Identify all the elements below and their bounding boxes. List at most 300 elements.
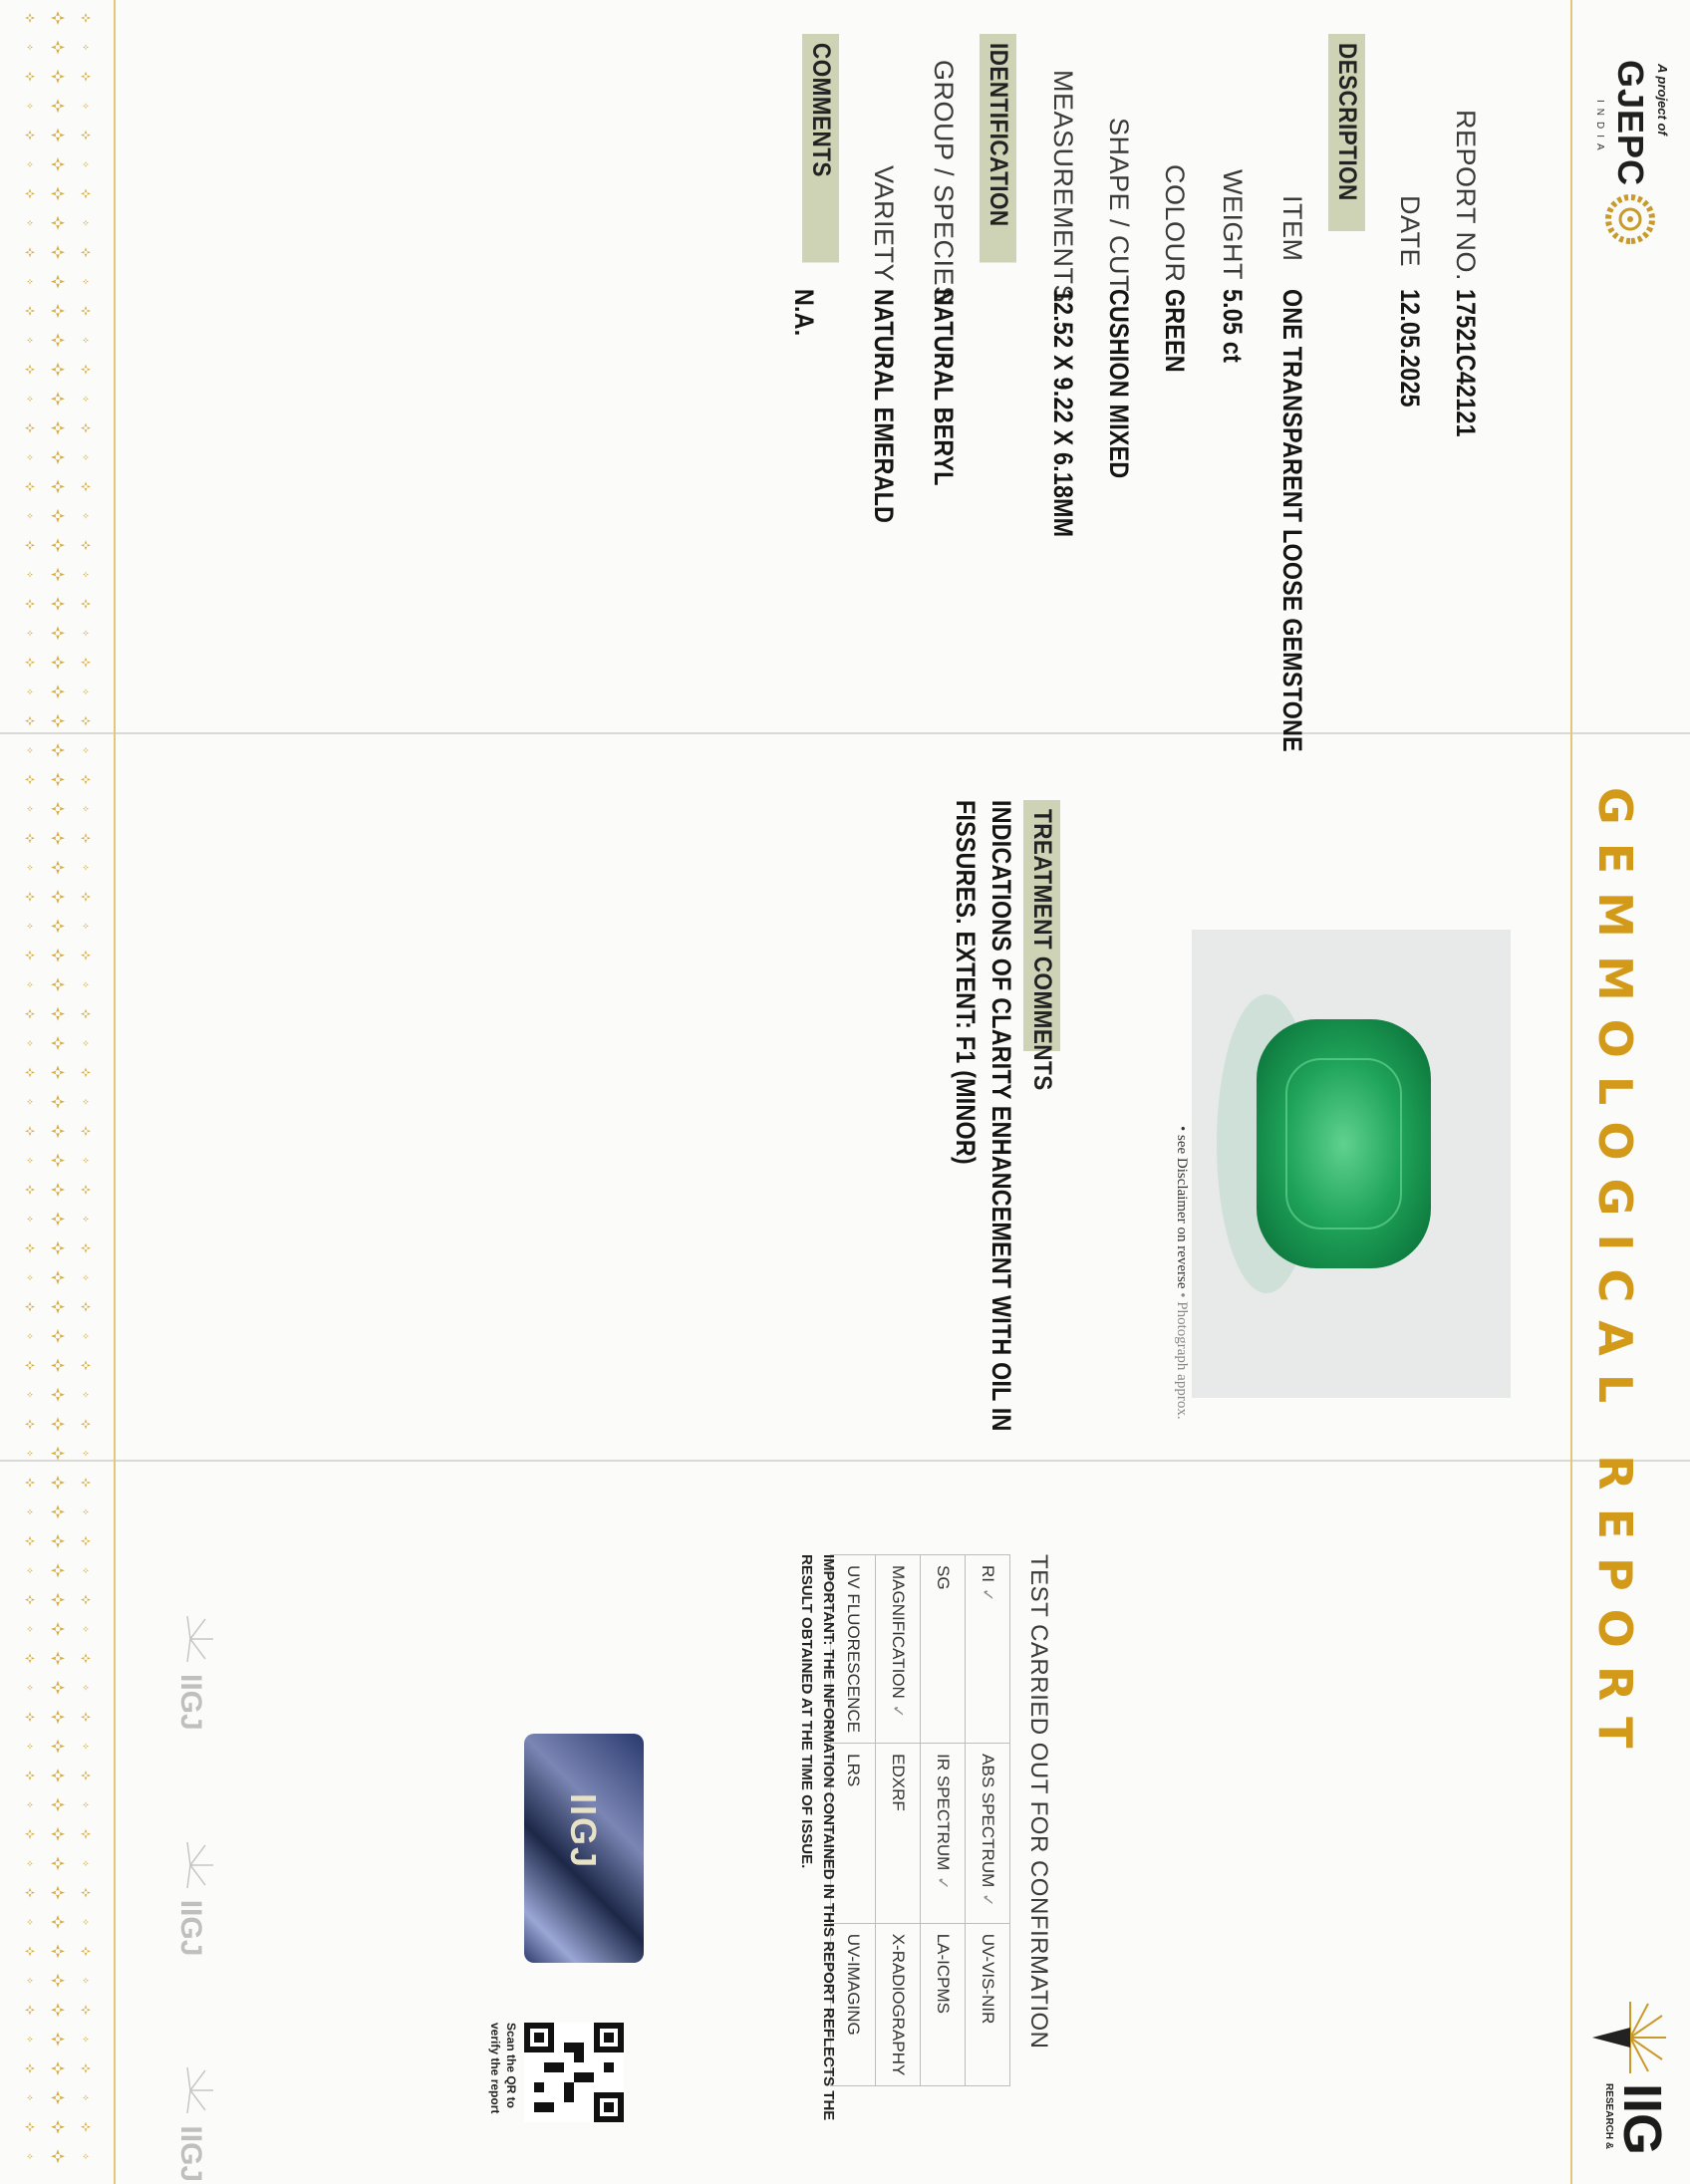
- sparkle-icon: [81, 658, 91, 668]
- sparkle-icon: [81, 131, 91, 140]
- sunburst-icon: [165, 1840, 215, 1890]
- watermark-text: IIGJ: [174, 2125, 207, 2183]
- sparkle-icon: [51, 186, 65, 200]
- tests-row: [876, 1555, 921, 2086]
- sparkle-icon: [25, 1360, 35, 1370]
- sparkle-icon: [83, 1626, 89, 1632]
- sparkle-icon: [27, 1040, 33, 1046]
- sparkle-icon: [25, 306, 35, 316]
- fold-line: [0, 1460, 1690, 1462]
- tests-heading: TEST CARRIED OUT FOR CONFIRMATION: [1025, 1554, 1052, 2049]
- footer-watermarks: [165, 1614, 215, 2182]
- item-value: ONE TRANSPARENT LOOSE GEMSTONE: [1277, 289, 1307, 752]
- sparkle-icon: [51, 977, 65, 991]
- sparkle-icon: [51, 656, 65, 670]
- sparkle-icon: [83, 279, 89, 285]
- sparkle-icon: [51, 772, 65, 786]
- sparkle-icon: [27, 2037, 33, 2043]
- sparkle-icon: [81, 1829, 91, 1839]
- sparkle-icon: [27, 513, 33, 519]
- sparkle-icon: [83, 44, 89, 50]
- hologram-sticker: [524, 1734, 644, 1963]
- species-value: NATURAL BERYL: [929, 289, 959, 486]
- sparkle-icon: [51, 1300, 65, 1314]
- sparkle-icon: [83, 2153, 89, 2159]
- sparkle-icon: [51, 99, 65, 113]
- sparkle-icon: [27, 1919, 33, 1925]
- test-label: MAGNIFICATION: [889, 1565, 908, 1699]
- sparkle-icon: [81, 892, 91, 902]
- treatment-line-1: INDICATIONS OF CLARITY ENHANCEMENT WITH OIL IN: [986, 800, 1016, 1432]
- sparkle-icon: [27, 1978, 33, 1984]
- sparkle-icon: [25, 131, 35, 140]
- sparkle-icon: [81, 1243, 91, 1253]
- sparkle-icon: [51, 1534, 65, 1548]
- sparkle-icon: [51, 1007, 65, 1021]
- sparkle-icon: [51, 1651, 65, 1665]
- sparkle-icon: [51, 2120, 65, 2134]
- sparkle-icon: [25, 1009, 35, 1019]
- sparkle-icon: [81, 540, 91, 550]
- sparkle-icon: [51, 2061, 65, 2075]
- qr-code-icon: [524, 2023, 624, 2122]
- watermark-text: IIGJ: [174, 1674, 207, 1731]
- sparkle-icon: [83, 1685, 89, 1691]
- sparkle-icon: [83, 337, 89, 343]
- sparkle-icon: [51, 1622, 65, 1636]
- sparkle-icon: [51, 245, 65, 259]
- iig-sunburst-icon: [1590, 1998, 1670, 2077]
- sparkle-icon: [51, 1476, 65, 1490]
- sparkle-icon: [51, 1358, 65, 1372]
- sparkle-icon: [51, 1447, 65, 1461]
- sparkle-icon: [81, 1888, 91, 1898]
- sparkle-icon: [51, 216, 65, 230]
- tests-row: [921, 1555, 966, 2086]
- sparkle-icon: [83, 572, 89, 578]
- sparkle-icon: [81, 1712, 91, 1722]
- tests-table-wrap: [830, 1554, 1010, 2086]
- sparkle-icon: [81, 1595, 91, 1605]
- sparkle-icon: [83, 747, 89, 753]
- sparkle-icon: [83, 1744, 89, 1750]
- sparkle-icon: [51, 1915, 65, 1929]
- sparkle-icon: [27, 923, 33, 929]
- treatment-line-2: FISSURES. EXTENT: F1 (MINOR): [951, 800, 981, 1165]
- sparkle-icon: [83, 1333, 89, 1339]
- sparkle-icon: [51, 1270, 65, 1284]
- sparkle-icon: [27, 1158, 33, 1164]
- iig-brand-line: RESEARCH &: [1603, 2083, 1614, 2150]
- bottom-rule: [114, 0, 116, 2184]
- sparkle-icon: [51, 1681, 65, 1695]
- sparkle-icon: [27, 1801, 33, 1807]
- sparkle-icon: [81, 1419, 91, 1429]
- sparkle-icon: [83, 220, 89, 226]
- sparkle-icon: [51, 275, 65, 289]
- sparkle-icon: [25, 365, 35, 375]
- top-rule: [1570, 0, 1572, 2184]
- sparkle-icon: [51, 1563, 65, 1577]
- check-icon: ✓: [889, 1704, 906, 1719]
- sparkle-icon: [81, 1653, 91, 1663]
- photo-caption: [1173, 1126, 1190, 1420]
- sparkle-icon: [51, 70, 65, 84]
- sparkle-icon: [51, 890, 65, 904]
- sparkle-icon: [25, 774, 35, 784]
- sparkle-icon: [51, 597, 65, 611]
- check-icon: ✓: [934, 1876, 951, 1890]
- sparkle-icon: [27, 2153, 33, 2159]
- sparkle-icon: [81, 1360, 91, 1370]
- logo-project-line: A project of: [1655, 64, 1670, 136]
- sparkle-icon: [51, 2090, 65, 2104]
- sparkle-icon: [51, 450, 65, 464]
- sparkle-icon: [83, 1274, 89, 1280]
- sparkle-icon: [25, 658, 35, 668]
- test-label: IR SPECTRUM: [934, 1754, 953, 1871]
- sparkle-icon: [83, 865, 89, 871]
- sparkle-icon: [27, 103, 33, 109]
- test-cell: [876, 1555, 921, 1744]
- sparkle-icon: [51, 1212, 65, 1226]
- sparkle-icon: [27, 337, 33, 343]
- sparkle-icon: [51, 1154, 65, 1168]
- sparkle-icon: [51, 1504, 65, 1518]
- sparkle-icon: [83, 1392, 89, 1398]
- sparkle-icon: [25, 892, 35, 902]
- qr-caption-2: verify the report: [488, 2023, 502, 2114]
- check-icon: ✓: [979, 1893, 995, 1907]
- gjepc-emblem-icon: [1605, 194, 1655, 244]
- sparkle-icon: [51, 1944, 65, 1958]
- date-value: 12.05.2025: [1395, 289, 1425, 408]
- sparkle-icon: [27, 688, 33, 694]
- sparkle-icon: [83, 1099, 89, 1105]
- sparkle-icon: [27, 279, 33, 285]
- sparkle-icon: [25, 1067, 35, 1077]
- tests-row: [831, 1555, 876, 2086]
- test-cell: [921, 1744, 966, 1924]
- sparkle-icon: [27, 1508, 33, 1514]
- identification-heading: IDENTIFICATION: [980, 34, 1016, 263]
- sparkle-icon: [25, 1712, 35, 1722]
- fold-line: [0, 732, 1690, 734]
- sparkle-icon: [25, 1302, 35, 1312]
- sparkle-icon: [27, 1451, 33, 1457]
- footer-watermark: [165, 1614, 215, 1731]
- sparkle-icon: [51, 1827, 65, 1841]
- sparkle-icon: [25, 2063, 35, 2073]
- sparkle-icon: [51, 333, 65, 347]
- sparkle-icon: [27, 630, 33, 636]
- sparkle-border: [6, 0, 106, 2184]
- sparkle-icon: [51, 1036, 65, 1050]
- sparkle-icon: [83, 1216, 89, 1222]
- test-label: LA-ICPMS: [934, 1933, 953, 2014]
- sparkle-icon: [83, 2094, 89, 2100]
- sparkle-icon: [51, 479, 65, 493]
- sparkle-icon: [83, 103, 89, 109]
- tests-table: [830, 1554, 1010, 2086]
- test-label: RI: [979, 1565, 997, 1582]
- sparkle-icon: [27, 1099, 33, 1105]
- sparkle-icon: [81, 1185, 91, 1195]
- watermark-text: IIGJ: [174, 1899, 207, 1957]
- sparkle-icon: [83, 1567, 89, 1573]
- sparkle-icon: [51, 949, 65, 962]
- test-cell: [966, 1744, 1010, 1924]
- sparkle-icon: [81, 306, 91, 316]
- test-label: EDXRF: [889, 1754, 908, 1811]
- sparkle-icon: [81, 2122, 91, 2132]
- sparkle-icon: [25, 833, 35, 843]
- sparkle-icon: [51, 714, 65, 728]
- sparkle-icon: [51, 1710, 65, 1724]
- description-heading: DESCRIPTION: [1328, 34, 1365, 231]
- sparkle-icon: [25, 72, 35, 82]
- test-cell: [831, 1744, 876, 1924]
- sparkle-icon: [81, 1946, 91, 1956]
- sparkle-icon: [83, 2037, 89, 2043]
- sparkle-icon: [83, 1919, 89, 1925]
- sparkle-icon: [25, 1595, 35, 1605]
- sparkle-icon: [81, 1771, 91, 1780]
- sparkle-icon: [51, 1124, 65, 1138]
- variety-value: NATURAL EMERALD: [869, 289, 899, 524]
- sparkle-icon: [81, 774, 91, 784]
- sparkle-icon: [51, 1886, 65, 1900]
- sparkle-icon: [25, 540, 35, 550]
- report-no-label: REPORT NO.: [1451, 110, 1481, 282]
- test-cell: [876, 1923, 921, 2086]
- sparkle-icon: [51, 509, 65, 523]
- sparkle-icon: [27, 2094, 33, 2100]
- sparkle-icon: [51, 1797, 65, 1811]
- sparkle-icon: [25, 1946, 35, 1956]
- sparkle-icon: [51, 363, 65, 377]
- iig-brand: IIG: [1612, 2083, 1672, 2156]
- test-cell: [966, 1555, 1010, 1744]
- sunburst-icon: [165, 1614, 215, 1664]
- qr-caption-1: Scan the QR to: [504, 2023, 518, 2109]
- sparkle-icon: [27, 1274, 33, 1280]
- sparkle-icon: [25, 1888, 35, 1898]
- footer-watermark: [165, 1840, 215, 1957]
- sparkle-icon: [83, 1040, 89, 1046]
- sparkle-icon: [81, 1067, 91, 1077]
- test-label: SG: [934, 1565, 953, 1590]
- sparkle-icon: [51, 304, 65, 318]
- sparkle-icon: [51, 1856, 65, 1870]
- sparkle-icon: [51, 1593, 65, 1607]
- tests-row: [966, 1555, 1010, 2086]
- sparkle-icon: [51, 40, 65, 54]
- sparkle-icon: [27, 981, 33, 987]
- sparkle-icon: [25, 716, 35, 726]
- important-line-2: RESULT OBTAINED AT THE TIME OF ISSUE.: [798, 1554, 815, 1869]
- sparkle-icon: [83, 1978, 89, 1984]
- sparkle-icon: [25, 481, 35, 491]
- footer-watermark: [165, 2065, 215, 2182]
- sparkle-icon: [81, 951, 91, 960]
- sparkle-icon: [81, 1478, 91, 1488]
- sparkle-icon: [51, 861, 65, 875]
- sparkle-icon: [83, 688, 89, 694]
- sparkle-icon: [81, 1302, 91, 1312]
- sparkle-icon: [25, 599, 35, 609]
- sparkle-icon: [83, 1451, 89, 1457]
- sparkle-icon: [27, 454, 33, 460]
- sparkle-icon: [81, 1126, 91, 1136]
- sparkle-icon: [51, 1241, 65, 1255]
- sparkle-icon: [81, 13, 91, 23]
- sparkle-icon: [27, 747, 33, 753]
- logo-country: INDIA: [1594, 100, 1605, 156]
- sparkle-icon: [83, 454, 89, 460]
- colour-value: GREEN: [1160, 289, 1190, 373]
- sparkle-icon: [27, 396, 33, 402]
- sparkle-icon: [81, 1536, 91, 1546]
- logo-name: GJEPC: [1610, 60, 1651, 187]
- sparkle-icon: [27, 44, 33, 50]
- sparkle-icon: [81, 2063, 91, 2073]
- sparkle-icon: [51, 538, 65, 552]
- sparkle-icon: [81, 423, 91, 433]
- test-cell: [831, 1923, 876, 2086]
- gjepc-logo: [1594, 60, 1670, 244]
- sparkle-icon: [83, 396, 89, 402]
- date-label: DATE: [1395, 195, 1425, 268]
- sparkle-icon: [25, 1185, 35, 1195]
- sparkle-icon: [83, 513, 89, 519]
- weight-value: 5.05 ct: [1218, 289, 1248, 364]
- iig-logo: [1590, 1998, 1670, 2155]
- sparkle-icon: [51, 1740, 65, 1754]
- sparkle-icon: [81, 2005, 91, 2015]
- emerald-image: [1192, 930, 1511, 1398]
- sparkle-icon: [81, 481, 91, 491]
- sunburst-icon: [165, 2065, 215, 2115]
- species-label: GROUP / SPECIES: [929, 60, 959, 305]
- test-cell: [831, 1555, 876, 1744]
- hologram-text: IIGJ: [563, 1793, 604, 1870]
- sparkle-icon: [27, 1626, 33, 1632]
- sparkle-icon: [83, 923, 89, 929]
- item-label: ITEM: [1277, 195, 1307, 262]
- sparkle-icon: [81, 833, 91, 843]
- sparkle-icon: [25, 1243, 35, 1253]
- sparkle-icon: [25, 13, 35, 23]
- comments-heading: COMMENTS: [802, 34, 839, 263]
- sparkle-icon: [27, 220, 33, 226]
- sparkle-icon: [25, 247, 35, 257]
- test-cell: [921, 1555, 966, 1744]
- sparkle-icon: [51, 1095, 65, 1109]
- test-cell: [921, 1923, 966, 2086]
- sparkle-icon: [81, 188, 91, 198]
- check-icon: ✓: [979, 1588, 995, 1602]
- sparkle-icon: [51, 1065, 65, 1079]
- test-label: X-RADIOGRAPHY: [889, 1933, 908, 2076]
- test-label: UV-IMAGING: [844, 1933, 863, 2036]
- variety-label: VARIETY: [869, 165, 899, 283]
- sparkle-icon: [51, 1974, 65, 1988]
- sparkle-icon: [51, 802, 65, 816]
- test-label: UV-VIS-NIR: [979, 1933, 997, 2025]
- test-label: LRS: [844, 1754, 863, 1787]
- treatment-heading: TREATMENT COMMENTS: [1023, 800, 1060, 1051]
- sparkle-icon: [81, 365, 91, 375]
- sparkle-icon: [25, 1536, 35, 1546]
- sparkle-icon: [25, 2122, 35, 2132]
- sparkle-icon: [51, 11, 65, 25]
- photo-note: • Photograph approx.: [1174, 1292, 1190, 1420]
- sparkle-icon: [83, 161, 89, 167]
- sparkle-icon: [83, 981, 89, 987]
- sparkle-icon: [83, 806, 89, 812]
- sparkle-icon: [51, 2149, 65, 2163]
- sparkle-icon: [25, 1653, 35, 1663]
- sparkle-icon: [25, 423, 35, 433]
- colour-label: COLOUR: [1160, 164, 1190, 283]
- sparkle-icon: [25, 1771, 35, 1780]
- sparkle-icon: [27, 1216, 33, 1222]
- qr-code[interactable]: [524, 2023, 624, 2122]
- sparkle-icon: [51, 568, 65, 582]
- sparkle-icon: [51, 919, 65, 933]
- sparkle-icon: [25, 951, 35, 960]
- sparkle-icon: [81, 72, 91, 82]
- sparkle-icon: [51, 2033, 65, 2047]
- sparkle-icon: [51, 2003, 65, 2017]
- important-line-1: IMPORTANT: THE INFORMATION CONTAINED IN THIS REPORT REFLECTS THE: [820, 1554, 837, 2121]
- sparkle-icon: [25, 1829, 35, 1839]
- report-no-value: 17521C42121: [1451, 289, 1481, 437]
- sparkle-icon: [25, 1419, 35, 1429]
- sparkle-icon: [25, 2005, 35, 2015]
- weight-label: WEIGHT: [1218, 169, 1248, 280]
- sparkle-icon: [27, 865, 33, 871]
- sparkle-icon: [51, 743, 65, 757]
- sparkle-icon: [83, 1508, 89, 1514]
- disclaimer-note: • see Disclaimer on reverse: [1174, 1126, 1190, 1289]
- test-label: ABS SPECTRUM: [979, 1754, 997, 1888]
- sparkle-icon: [25, 1478, 35, 1488]
- sparkle-icon: [27, 1744, 33, 1750]
- comments-value: N.A.: [789, 289, 819, 337]
- sparkle-icon: [51, 129, 65, 142]
- sparkle-icon: [51, 421, 65, 435]
- test-cell: [966, 1923, 1010, 2086]
- sparkle-icon: [81, 716, 91, 726]
- sparkle-icon: [27, 1860, 33, 1866]
- sparkle-icon: [83, 630, 89, 636]
- gemstone-photo: [1192, 930, 1511, 1398]
- sparkle-icon: [27, 1567, 33, 1573]
- sparkle-icon: [83, 1801, 89, 1807]
- sparkle-icon: [25, 188, 35, 198]
- sparkle-icon: [51, 684, 65, 698]
- measurements-label: MEASUREMENTS: [1048, 70, 1078, 304]
- sparkle-icon: [27, 1392, 33, 1398]
- shape-label: SHAPE / CUT: [1104, 118, 1134, 293]
- sparkle-icon: [27, 806, 33, 812]
- shape-value: CUSHION MIXED: [1104, 289, 1134, 479]
- sparkle-icon: [51, 392, 65, 406]
- sparkle-icon: [27, 572, 33, 578]
- sparkle-icon: [51, 626, 65, 640]
